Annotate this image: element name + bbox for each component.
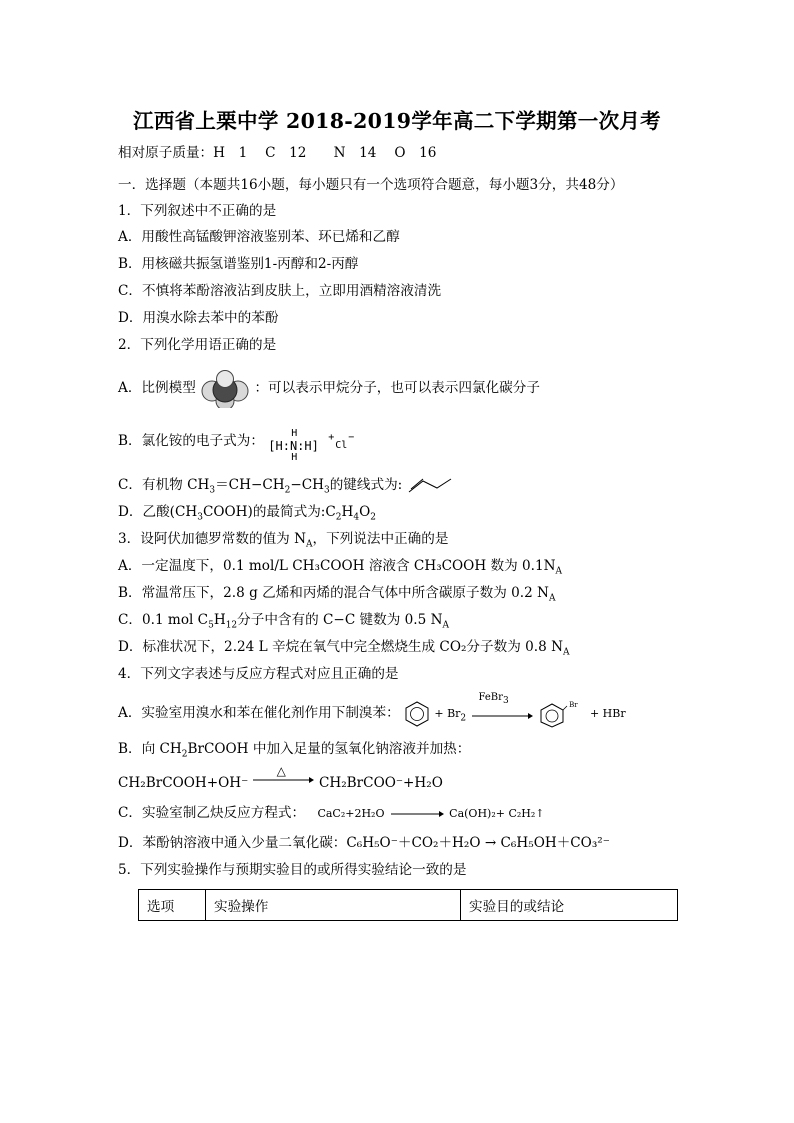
equation-left: CH₂BrCOOH+OH⁻ xyxy=(118,775,249,791)
formula-h-top: H xyxy=(291,427,298,439)
arrow-right-icon xyxy=(470,702,534,726)
q2-a-prefix: A．比例模型 xyxy=(118,380,196,396)
equation-right: CH₂BrCOO⁻+H₂O xyxy=(318,775,443,791)
page-title: 江西省上栗中学 2018-2019学年高二下学期第一次月考 xyxy=(133,109,661,133)
q2-option-d: D．乙酸$(CH_3COOH)$的最简式为$:C_2H_4O_2$ xyxy=(118,504,377,523)
q1-option-a: A．用酸性高锰酸钾溶液鉴别苯、环已烯和乙醇 xyxy=(118,229,400,245)
q4-option-c: C．实验室制乙炔反应方程式： CaC₂+2H₂O Ca(OH)₂+ C₂H₂↑ xyxy=(118,805,545,821)
heat-arrow xyxy=(253,764,315,790)
bromine-label: Br xyxy=(569,701,578,709)
q2-option-b xyxy=(118,427,358,463)
q1-option-b: B．用核磁共振氢谱鉴别1-丙醇和2-丙醇 xyxy=(118,256,359,272)
arrow-right-icon xyxy=(253,764,315,790)
question-1-stem: 1．下列叙述中不正确的是 xyxy=(118,203,277,219)
arrow-right-icon xyxy=(389,808,445,820)
question-3-stem: 3．设阿伏加德罗常数的值为 $N_A$，下列说法中正确的是 xyxy=(118,531,449,550)
catalyst-label: FeBr$_3$ xyxy=(478,691,509,706)
formula-minus-sign: − xyxy=(348,431,355,443)
q1-option-d: D．用溴水除去苯中的苯酚 xyxy=(118,310,279,326)
formula-h-bottom: H xyxy=(291,451,298,463)
bromobenzene-icon xyxy=(539,700,573,728)
q1-option-c: C．不慎将苯酚溶液沾到皮肤上，立即用酒精溶液清洗 xyxy=(118,283,442,299)
q2-a-suffix: ：可以表示甲烷分子，也可以表示四氯化碳分子 xyxy=(254,380,540,396)
reaction-arrow xyxy=(470,691,534,726)
q3-option-c: C．0.1 mol $C_5H_{12}$分子中含有的 C−C 键数为 0.5 $N_A$ xyxy=(118,612,449,631)
q3-option-b: B．常温常压下，2.8 g 乙烯和丙烯的混合气体中所含碳原子数为 0.2 $N_A$ xyxy=(118,585,556,604)
experiment-table xyxy=(138,889,678,921)
q4-option-d: D．苯酚钠溶液中通入少量二氧化碳：C₆H₅O⁻＋CO₂＋H₂O → C₆H₅OH＋CO₃²⁻ xyxy=(118,835,610,851)
header-purpose: 实验目的或结论 xyxy=(461,890,678,921)
q2-option-c: C．有机物 $CH_3=CH-CH_2-CH_3$的键线式为: xyxy=(118,476,455,500)
table-header-row xyxy=(139,890,678,921)
question-4-stem: 4．下列文字表述与反应方程式对应且正确的是 xyxy=(118,666,399,682)
q2-b-prefix: B．氯化铵的电子式为： xyxy=(118,433,264,449)
question-5-stem: 5．下列实验操作与预期实验目的或所得实验结论一致的是 xyxy=(118,862,467,878)
section-heading: 一．选择题（本题共16小题，每小题只有一个选项符合题意，每小题3分，共48分） xyxy=(118,177,624,193)
skeletal-formula-image xyxy=(407,477,455,495)
question-2-stem: 2．下列化学用语正确的是 xyxy=(118,337,277,353)
q3-option-d: D．标准状况下，2.24 L 辛烷在氧气中完全燃烧生成 CO₂分子数为 0.8 $N_A$ xyxy=(118,639,570,658)
space-filling-model-image xyxy=(200,370,250,408)
q3-option-a: A．一定温度下，0.1 mol/L CH₃COOH 溶液含 CH₃COOH 数为 $0.1N_A$ xyxy=(118,558,563,577)
atomic-mass-line: 相对原子质量：H 1 C 12 N 14 O 16 xyxy=(118,145,437,161)
delta-symbol: △ xyxy=(276,764,286,778)
electron-formula xyxy=(268,427,358,463)
formula-bracket-body: [H:N:H] xyxy=(268,438,319,453)
q4-option-a: A．实验室用溴水和苯在催化剂作用下制溴苯： + $Br_2$ FeBr$_3$ $^{Br}$ + HBr xyxy=(118,697,626,729)
formula-chloride: Cl xyxy=(335,439,348,451)
formula-plus-sign: + xyxy=(328,431,335,443)
header-operation: 实验操作 xyxy=(206,890,461,921)
q2-option-a xyxy=(118,368,540,408)
header-option: 选项 xyxy=(139,890,206,921)
q4-option-b: B．向 $CH_2BrCOOH$ 中加入足量的氢氧化钠溶液并加热： xyxy=(118,741,471,760)
benzene-ring-icon xyxy=(404,700,430,728)
q4-b-equation xyxy=(118,764,443,794)
